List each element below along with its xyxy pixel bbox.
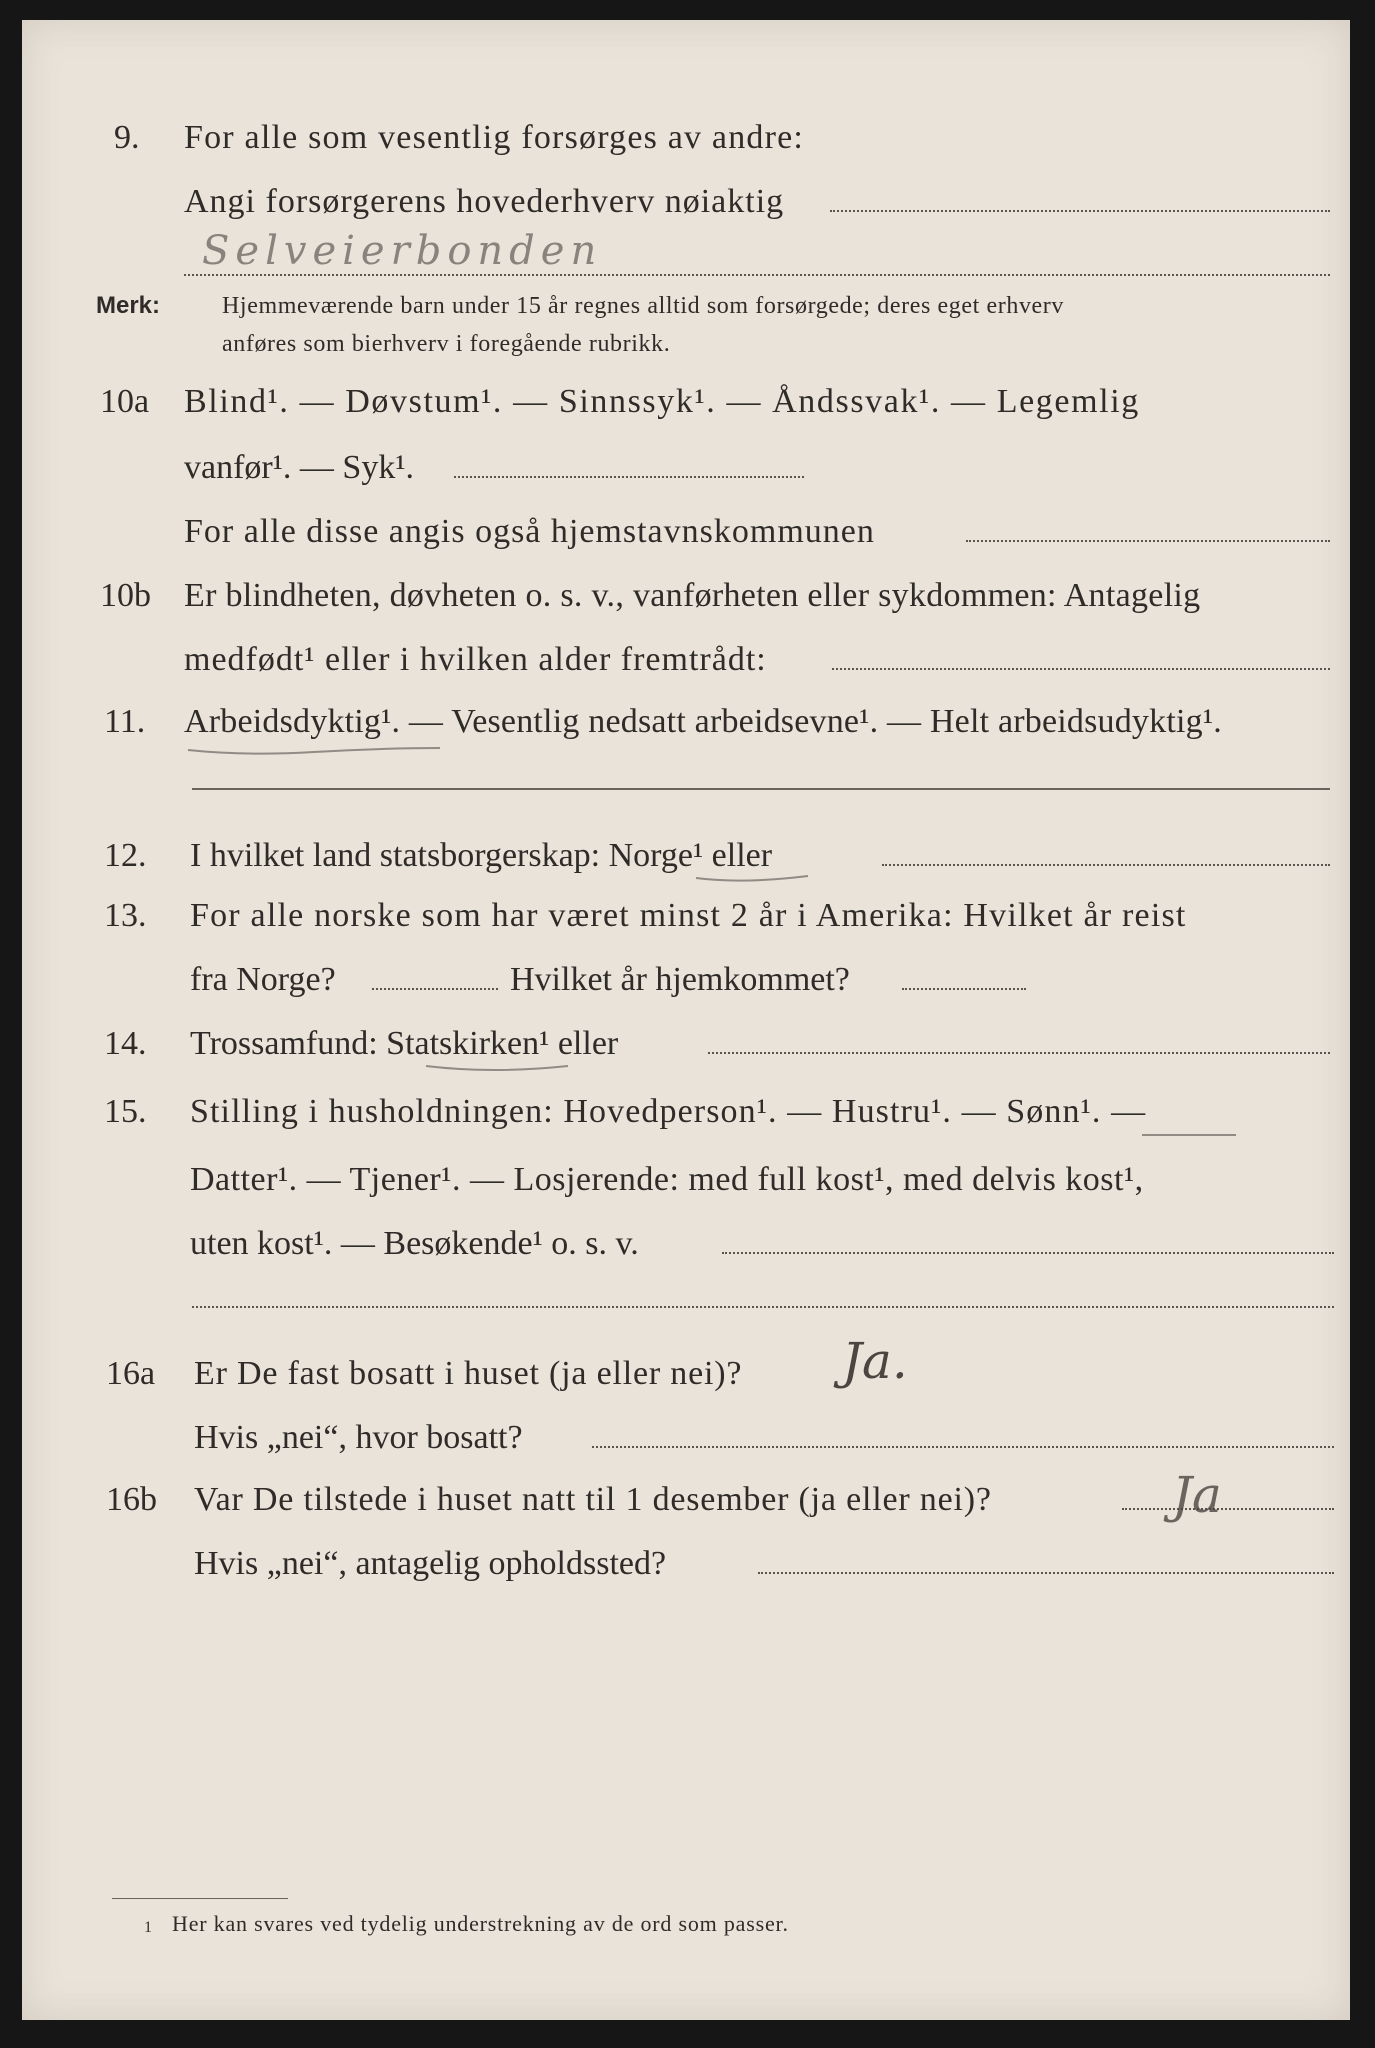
merk-line1: Hjemmeværende barn under 15 år regnes alltid som forsørgede; deres eget erhverv	[222, 293, 1065, 319]
q10b-number: 10b	[100, 577, 151, 614]
q13-line1: For alle norske som har været minst 2 år i Amerika: Hvilket år reist	[190, 897, 1187, 934]
q9-handwritten-answer: Selveierbonden	[202, 228, 603, 274]
merk-line2: anføres som bierhverv i foregående rubrikk.	[222, 331, 671, 357]
q10a-line2: vanfør¹. — Syk¹.	[184, 449, 415, 486]
q10a-line1: Blind¹. — Døvstum¹. — Sinnssyk¹. — Åndssvak¹. — Legemlig	[184, 383, 1140, 420]
q16b-number: 16b	[106, 1481, 157, 1518]
q13-number: 13.	[104, 897, 147, 934]
q11-line1: Arbeidsdyktig¹. — Vesentlig nedsatt arbeidsevne¹. — Helt arbeidsudyktig¹.	[184, 703, 1222, 740]
q16b-line1: Var De tilstede i huset natt til 1 desember (ja eller nei)?	[194, 1481, 992, 1518]
q15-number: 15.	[104, 1093, 147, 1130]
q16b-handwritten-answer: Ja	[1172, 1466, 1222, 1524]
q16b-answer-line-2	[758, 1572, 1334, 1574]
q9-number: 9.	[114, 119, 140, 156]
q14-number: 14.	[104, 1025, 147, 1062]
census-form-page	[22, 20, 1350, 2020]
q16a-answer-line	[592, 1446, 1334, 1448]
q10a-municipality-line	[966, 540, 1330, 542]
q14-handwritten-underline	[422, 1060, 572, 1081]
q12-line1: I hvilket land statsborgerskap: Norge¹ eller	[190, 837, 773, 874]
q13-line2a: fra Norge?	[190, 961, 336, 998]
q10b-line2: medfødt¹ eller i hvilken alder fremtrådt:	[184, 641, 767, 678]
q13-return-year-line	[902, 988, 1026, 990]
q16b-line2: Hvis „nei“, antagelig opholdssted?	[194, 1545, 667, 1582]
q12-number: 12.	[104, 837, 147, 874]
q12-answer-line	[882, 864, 1330, 866]
q16a-handwritten-answer: Ja.	[842, 1332, 908, 1390]
q15-line2: Datter¹. — Tjener¹. — Losjerende: med full kost¹, med delvis kost¹,	[190, 1161, 1144, 1198]
q9-line2: Angi forsørgerens hovederhverv nøiaktig	[184, 183, 785, 220]
q10b-answer-line	[832, 668, 1330, 670]
q10a-number: 10a	[100, 383, 150, 420]
q13-departure-year-line	[372, 988, 498, 990]
q10a-answer-line	[454, 476, 804, 478]
q11-number: 11.	[104, 703, 146, 740]
q16a-number: 16a	[106, 1355, 156, 1392]
q15-handwritten-underline	[1140, 1128, 1240, 1146]
footnote-divider	[112, 1898, 288, 1899]
q11-handwritten-underline	[184, 740, 444, 765]
footnote-mark: 1	[144, 1919, 152, 1936]
q10a-line3: For alle disse angis også hjemstavnskommunen	[184, 513, 875, 550]
q15-answer-line-2	[192, 1306, 1334, 1308]
q15-line1: Stilling i husholdningen: Hovedperson¹. — Hustru¹. — Sønn¹. —	[190, 1093, 1147, 1130]
q16a-line1: Er De fast bosatt i huset (ja eller nei)?	[194, 1355, 743, 1392]
q11-answer-line	[192, 788, 1330, 790]
q9-answer-line-2	[184, 274, 1330, 276]
q9-line1: For alle som vesentlig forsørges av andre:	[184, 119, 805, 156]
q15-line3: uten kost¹. — Besøkende¹ o. s. v.	[190, 1225, 639, 1262]
q10b-line1: Er blindheten, døvheten o. s. v., vanførheten eller sykdommen: Antagelig	[184, 577, 1201, 614]
q15-answer-line	[722, 1252, 1334, 1254]
footnote-text: Her kan svares ved tydelig understrekning av de ord som passer.	[172, 1911, 789, 1936]
q13-line2b: Hvilket år hjemkommet?	[510, 961, 850, 998]
merk-label: Merk:	[96, 292, 161, 319]
q14-answer-line	[708, 1052, 1330, 1054]
q12-handwritten-underline	[692, 870, 812, 891]
q16a-line2: Hvis „nei“, hvor bosatt?	[194, 1419, 523, 1456]
q9-answer-line	[830, 210, 1330, 212]
q14-line1: Trossamfund: Statskirken¹ eller	[190, 1025, 619, 1062]
q16b-answer-line	[1122, 1508, 1334, 1510]
